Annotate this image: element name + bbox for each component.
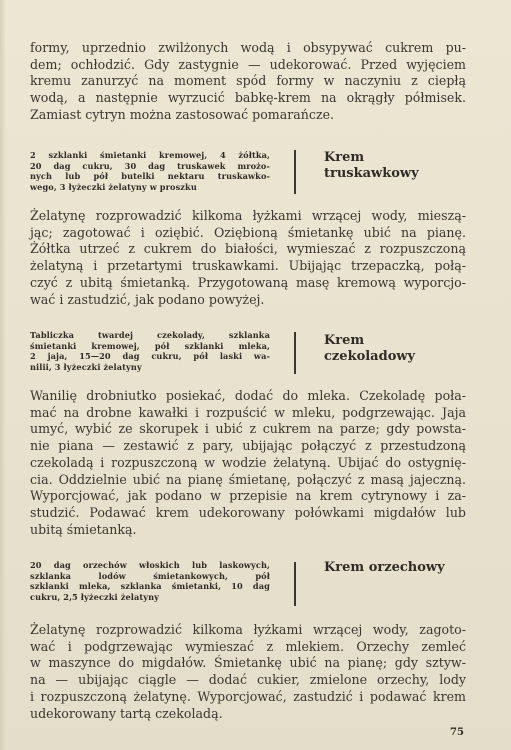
ingredient-line: 2 jaja, 15—20 dag cukru, pół laski wa- [30, 351, 270, 362]
recipe-truskawkowy-method [30, 208, 466, 308]
ingredient-line: nilii, 3 łyżeczki żelatyny [30, 361, 142, 372]
text-line: jąc; zagotować i oziębić. Oziębioną śmietankę ubić na pianę. [30, 224, 466, 240]
recipe-truskawkowy-title: Krem truskawkowy [324, 150, 419, 181]
text-line: umyć, wybić ze skorupek i ubić z cukrem na parze; gdy powsta- [30, 421, 466, 437]
text-line: żelatyną i przetartymi truskawkami. Ubijając trzepaczką, połą- [30, 258, 466, 274]
recipe-orzechowy-method [30, 622, 466, 722]
text-line: studzić. Podawać krem udekorowany połówkami migdałów lub [30, 504, 466, 520]
recipe-czekoladowy-method [30, 388, 466, 538]
recipe-orzechowy-ingredients [30, 560, 270, 602]
section-divider [294, 332, 296, 374]
text-line: wać i podgrzewając wymieszać z mlekiem. Orzechy zemleć [30, 638, 466, 654]
text-line: nie piana — zestawić z pary, ubijając połączyć z przestudzoną [30, 438, 466, 454]
text-line: cia. Oddzielnie ubić na pianę śmietanę, połączyć z masą jajeczną. [30, 471, 466, 487]
ingredient-line: wego, 3 łyżeczki żelatyny w proszku [30, 181, 197, 192]
text-line: i rozpuszczoną żelatynę. Wyporcjować, zastudzić i podawać krem [30, 688, 466, 704]
section-divider [294, 150, 296, 194]
recipe-orzechowy-title: Krem orzechowy [324, 560, 445, 575]
ingredient-line: Tabliczka twardej czekolady, szklanka [30, 330, 270, 340]
ingredient-line: szklanka lodów śmietankowych, pół [30, 570, 270, 581]
page-number: 75 [450, 727, 464, 738]
ingredient-line: 20 dag orzechów włoskich lub laskowych, [30, 560, 270, 570]
ingredient-line: cukru, 2,5 łyżeczki żelatyny [30, 591, 160, 602]
recipe-truskawkowy-ingredients [30, 150, 270, 192]
recipe-czekoladowy-ingredients [30, 330, 270, 372]
ingredient-line: szklanki mleka, szklanka śmietanki, 10 dag [30, 581, 270, 592]
text-line: mać na drobne kawałki i rozpuścić w mleku, podgrzewając. Jaja [30, 404, 466, 420]
ingredient-line: śmietanki kremowej, pół szklanki mleka, [30, 340, 270, 351]
text-line: Wanilię drobniutko posiekać, dodać do mleka. Czekoladę poła- [30, 388, 466, 403]
text-line: wać i zastudzić, jak podano powyżej. [30, 291, 265, 307]
section-divider [294, 562, 296, 606]
intro-paragraph [30, 40, 466, 124]
text-line: formy, uprzednio zwilżonych wodą i obsypywać cukrem pu- [30, 40, 466, 55]
text-line: na — ubijając ciągle — dodać cukier, zmielone orzechy, lody [30, 672, 466, 688]
text-line: dem; ochłodzić. Gdy zastygnie — udekorować. Przed wyjęciem [30, 56, 466, 72]
text-line: udekorowany tartą czekoladą. [30, 705, 223, 721]
text-line: w maszynce do migdałów. Śmietankę ubić na pianę; gdy sztyw- [30, 655, 466, 671]
text-line: kremu zanurzyć na moment spód formy w naczyniu z ciepłą [30, 73, 466, 89]
text-line: Żelatynę rozprowadzić kilkoma łyżkami wrzącej wody, mieszą- [30, 208, 466, 223]
text-line: czekoladą i rozpuszczoną w wodzie żelatyną. Ubijać do ostygnię- [30, 454, 466, 470]
text-line: Żelatynę rozprowadzić kilkoma łyżkami wrzącej wody, zagoto- [30, 622, 466, 637]
text-line: czyć z ubitą śmietanką. Przygotowaną masę kremową wyporcjo- [30, 274, 466, 290]
recipe-czekoladowy-title: Krem czekoladowy [324, 333, 416, 364]
text-line: Żółtka utrzeć z cukrem do białości, wymieszać z rozpuszczoną [30, 241, 466, 257]
text-line: Zamiast cytryn można zastosować pomarańcze. [30, 106, 335, 122]
ingredient-line: 20 dag cukru, 30 dag truskawek mrożo- [30, 160, 270, 171]
text-line: wodą, a następnie wyrzucić babkę-krem na okrągły półmisek. [30, 90, 466, 106]
text-line: ubitą śmietanką. [30, 521, 137, 537]
ingredient-line: 2 szklanki śmietanki kremowej, 4 żółtka, [30, 150, 270, 160]
ingredient-line: nych lub pół butelki nektaru truskawko- [30, 171, 270, 182]
text-line: Wyporcjować, jak podano w przepisie na krem cytrynowy i za- [30, 488, 466, 504]
